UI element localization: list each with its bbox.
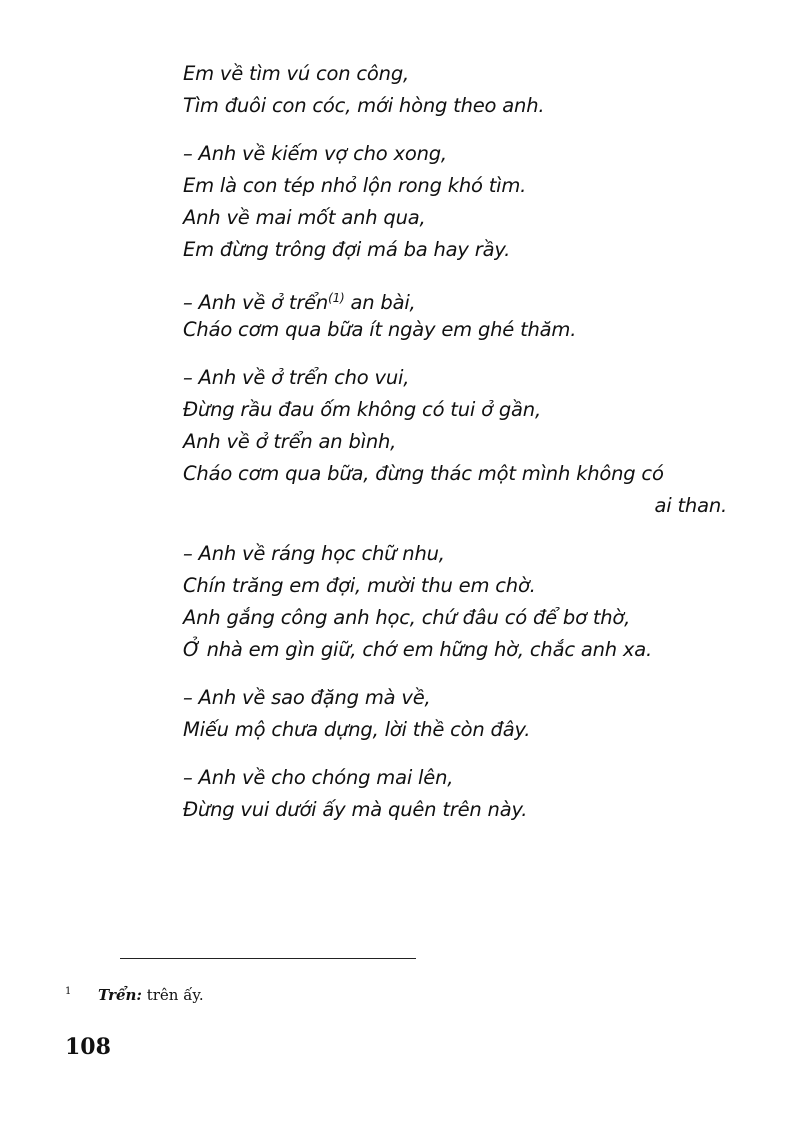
footnote-divider (120, 958, 416, 959)
poem-line: Cháo cơm qua bữa, đừng thác một mình không có (183, 462, 664, 485)
poem-line: Em là con tép nhỏ lộn rong khó tìm. (183, 174, 527, 197)
footnote (65, 986, 204, 1004)
poem-line: Miếu mộ chưa dựng, lời thề còn đây. (183, 718, 531, 741)
stanza-5 (183, 538, 743, 666)
stanza-4 (183, 362, 743, 522)
poem-line-start: – Anh về ở trển (183, 291, 329, 314)
footnote-term: Trển: (98, 986, 142, 1004)
footnote-reference[interactable]: (1) (328, 291, 345, 305)
poem-line: Đừng rầu đau ốm không có tui ở gần, (183, 398, 541, 421)
poem-line: Anh gắng công anh học, chứ đâu có để bơ thờ, (183, 606, 631, 629)
poem-line-continuation: ai than. (654, 494, 727, 517)
poem-line: Chín trăng em đợi, mười thu em chờ. (183, 574, 536, 597)
stanza-2 (183, 138, 743, 266)
stanza-7 (183, 762, 743, 826)
footnote-number: 1 (65, 986, 72, 997)
stanza-3 (183, 282, 743, 346)
poem-line: – Anh về sao đặng mà về, (183, 686, 431, 709)
poem-line: – Anh về ở trển cho vui, (183, 366, 410, 389)
poem-line: Em về tìm vú con công, (183, 62, 410, 85)
page-number: 108 (65, 1034, 111, 1060)
poem-line: Ở nhà em gìn giữ, chớ em hững hờ, chắc anh xa. (183, 638, 653, 661)
poem-line: Tìm đuôi con cóc, mới hòng theo anh. (183, 94, 545, 117)
poem-line: – Anh về cho chóng mai lên, (183, 766, 454, 789)
poem-line: – Anh về kiếm vợ cho xong, (183, 142, 447, 165)
stanza-6 (183, 682, 743, 746)
stanza-1 (183, 58, 743, 122)
poem-line: Anh về mai mốt anh qua, (183, 206, 426, 229)
poem-line: Đừng vui dưới ấy mà quên trên này. (183, 798, 528, 821)
poem-line: Em đừng trông đợi má ba hay rầy. (183, 238, 511, 261)
poem-line-end: an bài, (344, 291, 416, 314)
poem-line: Anh về ở trển an bình, (183, 430, 397, 453)
poem (183, 58, 743, 826)
poem-line: – Anh về ráng học chữ nhu, (183, 542, 445, 565)
poem-line-with-footnote (183, 282, 743, 314)
poem-line: Cháo cơm qua bữa ít ngày em ghé thăm. (183, 318, 577, 341)
footnote-text: trên ấy. (141, 986, 204, 1004)
